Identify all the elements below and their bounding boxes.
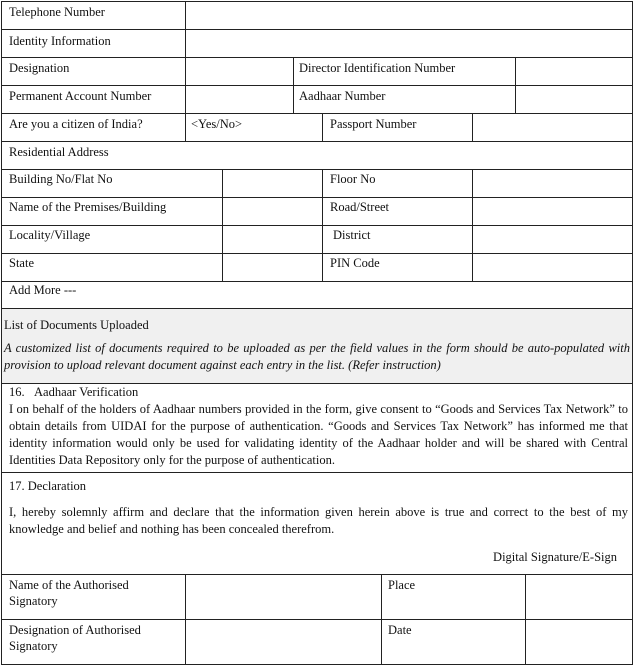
road-input[interactable] — [472, 197, 633, 226]
designation-label: Designation — [9, 61, 70, 75]
pan-input[interactable] — [185, 85, 294, 114]
signatory-name-label: Name of the Authorised Signatory — [9, 578, 129, 608]
district-label: District — [333, 228, 371, 242]
floor-label-cell — [322, 169, 473, 198]
road-label: Road/Street — [330, 200, 390, 214]
signatory-name-input[interactable] — [185, 574, 382, 620]
district-input[interactable] — [472, 225, 633, 254]
district-label-cell — [322, 225, 473, 254]
passport-label: Passport Number — [330, 117, 417, 131]
citizen-label: Are you a citizen of India? — [9, 117, 143, 131]
pin-label: PIN Code — [330, 256, 380, 270]
signatory-designation-label-cell — [1, 619, 186, 665]
aadhaar-input[interactable] — [515, 85, 633, 114]
place-input[interactable] — [525, 574, 633, 620]
state-label-cell — [1, 253, 223, 282]
pin-input[interactable] — [472, 253, 633, 282]
premises-label: Name of the Premises/Building — [9, 200, 167, 214]
identity-label-cell — [1, 29, 186, 58]
aadhaar-verification-number: 16. — [9, 385, 25, 399]
identity-input[interactable] — [185, 29, 633, 58]
aadhaar-label: Aadhaar Number — [299, 89, 386, 103]
passport-label-cell — [322, 113, 473, 142]
documents-title: List of Documents Uploaded — [4, 318, 149, 332]
telephone-input[interactable] — [185, 1, 633, 30]
state-label: State — [9, 256, 34, 270]
place-label: Place — [388, 578, 416, 592]
din-input[interactable] — [515, 57, 633, 86]
building-label: Building No/Flat No — [9, 172, 113, 186]
pan-label-cell — [1, 85, 186, 114]
state-input[interactable] — [222, 253, 323, 282]
building-input[interactable] — [222, 169, 323, 198]
digital-signature-label: Digital Signature/E-Sign — [493, 550, 617, 564]
date-label-cell — [381, 619, 526, 665]
citizen-select[interactable] — [185, 113, 323, 142]
documents-section — [1, 308, 633, 384]
passport-input[interactable] — [472, 113, 633, 142]
citizen-label-cell — [1, 113, 186, 142]
telephone-label: Telephone Number — [9, 5, 105, 19]
signatory-designation-input[interactable] — [185, 619, 382, 665]
citizen-value: <Yes/No> — [191, 117, 243, 131]
designation-label-cell — [1, 57, 186, 86]
date-input[interactable] — [525, 619, 633, 665]
floor-label: Floor No — [330, 172, 376, 186]
pan-label: Permanent Account Number — [9, 89, 152, 103]
aadhaar-label-cell — [293, 85, 516, 114]
declaration-text: I, hereby solemnly affirm and declare that the information given herein above is true and correct to the best of my knowledge and belief and nothing has been concealed therefrom. — [9, 505, 628, 536]
locality-label: Locality/Village — [9, 228, 91, 242]
designation-input[interactable] — [185, 57, 294, 86]
gst-registration-form — [1, 1, 633, 665]
aadhaar-verification-section — [1, 383, 633, 473]
place-label-cell — [381, 574, 526, 620]
declaration-section — [1, 472, 633, 575]
floor-input[interactable] — [472, 169, 633, 198]
pin-label-cell — [322, 253, 473, 282]
building-label-cell — [1, 169, 223, 198]
telephone-label-cell — [1, 1, 186, 30]
din-label-cell — [293, 57, 516, 86]
road-label-cell — [322, 197, 473, 226]
din-label: Director Identification Number — [299, 61, 456, 75]
add-more-row — [1, 281, 633, 309]
add-more-link[interactable]: Add More --- — [9, 283, 77, 297]
aadhaar-verification-text: I on behalf of the holders of Aadhaar numbers provided in the form, give consent to “Goods and Services Tax Network” to obtain details from UIDAI for the purpose of authentication. “Goods and Services Tax Network” has informed me that identity information would only be used for validating identity of the Aadhaar holder and will be shared with Central Identities Data Repository only for the purpose of authentication. — [9, 402, 628, 467]
locality-input[interactable] — [222, 225, 323, 254]
date-label: Date — [388, 623, 412, 637]
declaration-title: 17. Declaration — [9, 479, 87, 493]
identity-label: Identity Information — [9, 34, 111, 48]
signatory-name-label-cell — [1, 574, 186, 620]
locality-label-cell — [1, 225, 223, 254]
documents-note: A customized list of documents required to be uploaded as per the field values in the form should be auto-populated with provision to upload relevant document against each entry in the list. (Refer instruction) — [4, 341, 630, 372]
premises-label-cell — [1, 197, 223, 226]
signatory-designation-label: Designation of Authorised Signatory — [9, 623, 141, 653]
aadhaar-verification-title: Aadhaar Verification — [34, 385, 139, 399]
residential-address-heading — [1, 141, 633, 170]
residential-address-label: Residential Address — [9, 145, 109, 159]
premises-input[interactable] — [222, 197, 323, 226]
